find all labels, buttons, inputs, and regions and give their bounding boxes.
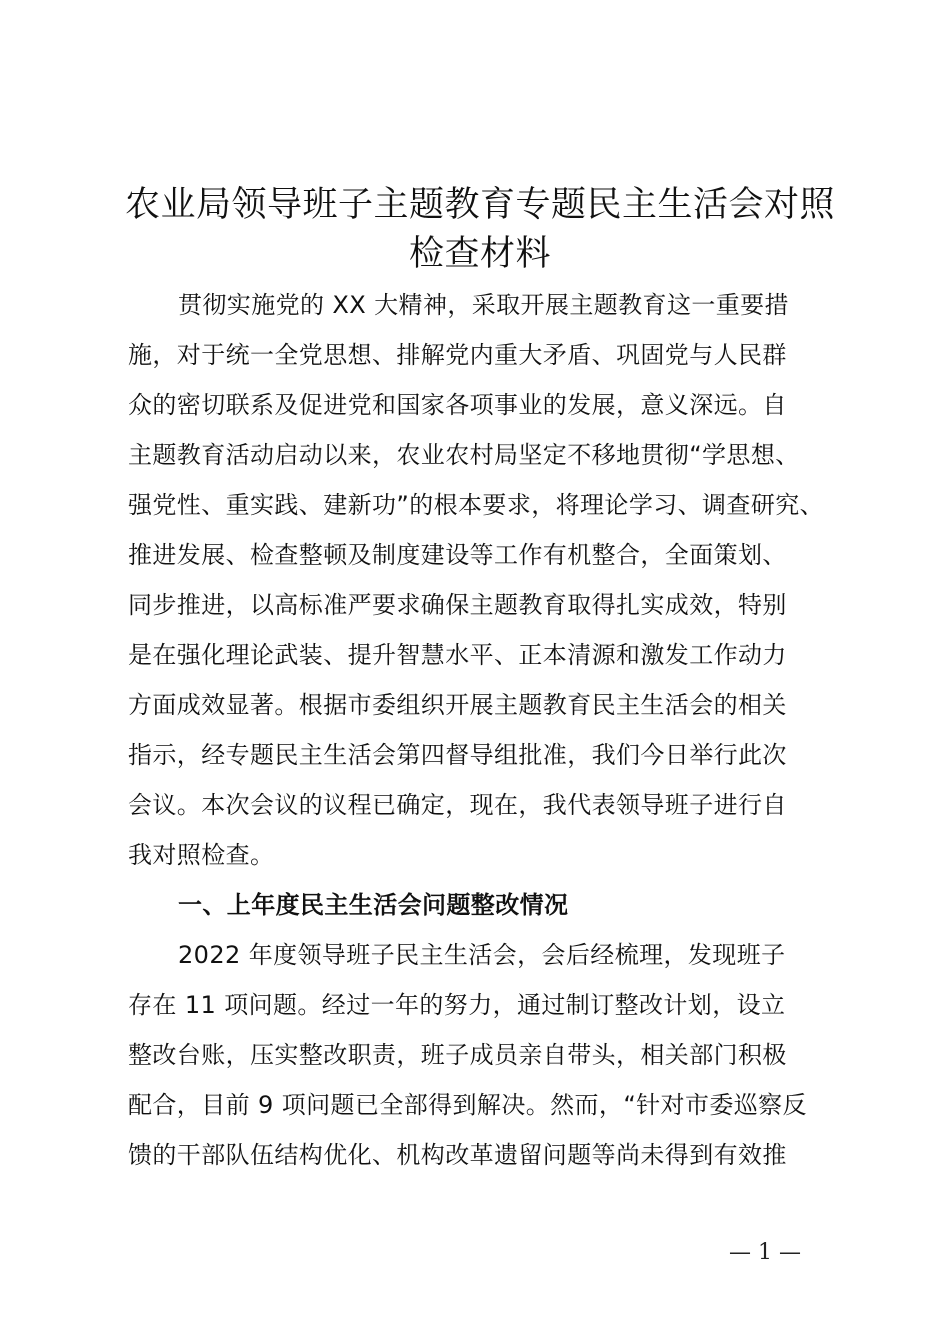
document-title-line-2: 检查材料 <box>408 234 551 274</box>
intro-paragraph-line: 方面成效显著。根据市委组织开展主题教育民主生活会的相关 <box>128 691 787 719</box>
intro-paragraph-line: 指示，经专题民主生活会第四督导组批准，我们今日举行此次 <box>128 741 787 769</box>
intro-paragraph-line: 推进发展、检查整顿及制度建设等工作有机整合，全面策划、 <box>128 541 787 569</box>
section-paragraph-line: 配合，目前 9 项问题已全部得到解决。然而，“针对市委巡察反 <box>128 1091 807 1119</box>
page-number: — 1 — <box>729 1240 801 1265</box>
section-paragraph-line: 馈的干部队伍结构优化、机构改革遗留问题等尚未得到有效推 <box>128 1141 787 1169</box>
intro-paragraph-line: 同步推进，以高标准严要求确保主题教育取得扎实成效，特别 <box>128 591 787 619</box>
intro-paragraph-line: 会议。本次会议的议程已确定，现在，我代表领导班子进行自 <box>128 791 787 819</box>
intro-paragraph-line: 主题教育活动启动以来，农业农村局坚定不移地贯彻“学思想、 <box>128 441 800 469</box>
intro-paragraph-line: 我对照检查。 <box>128 841 275 869</box>
section-paragraph-line: 整改台账，压实整改职责，班子成员亲自带头，相关部门积极 <box>128 1041 787 1069</box>
intro-paragraph-line: 众的密切联系及促进党和国家各项事业的发展，意义深远。自 <box>128 391 787 419</box>
intro-paragraph-line: 贯彻实施党的 XX 大精神，采取开展主题教育这一重要措 <box>178 291 789 319</box>
document-title-line-1: 农业局领导班子主题教育专题民主生活会对照 <box>124 185 835 225</box>
section-paragraph-line: 2022 年度领导班子民主生活会，会后经梳理，发现班子 <box>178 941 786 969</box>
intro-paragraph-line: 是在强化理论武装、提升智慧水平、正本清源和激发工作动力 <box>128 641 787 669</box>
intro-paragraph-line: 强党性、重实践、建新功”的根本要求，将理论学习、调查研究、 <box>128 491 825 519</box>
intro-paragraph-line: 施，对于统一全党思想、排解党内重大矛盾、巩固党与人民群 <box>128 341 787 369</box>
section-paragraph-line: 存在 11 项问题。经过一年的努力，通过制订整改计划，设立 <box>128 991 786 1019</box>
section-heading: 一、上年度民主生活会问题整改情况 <box>178 891 569 919</box>
